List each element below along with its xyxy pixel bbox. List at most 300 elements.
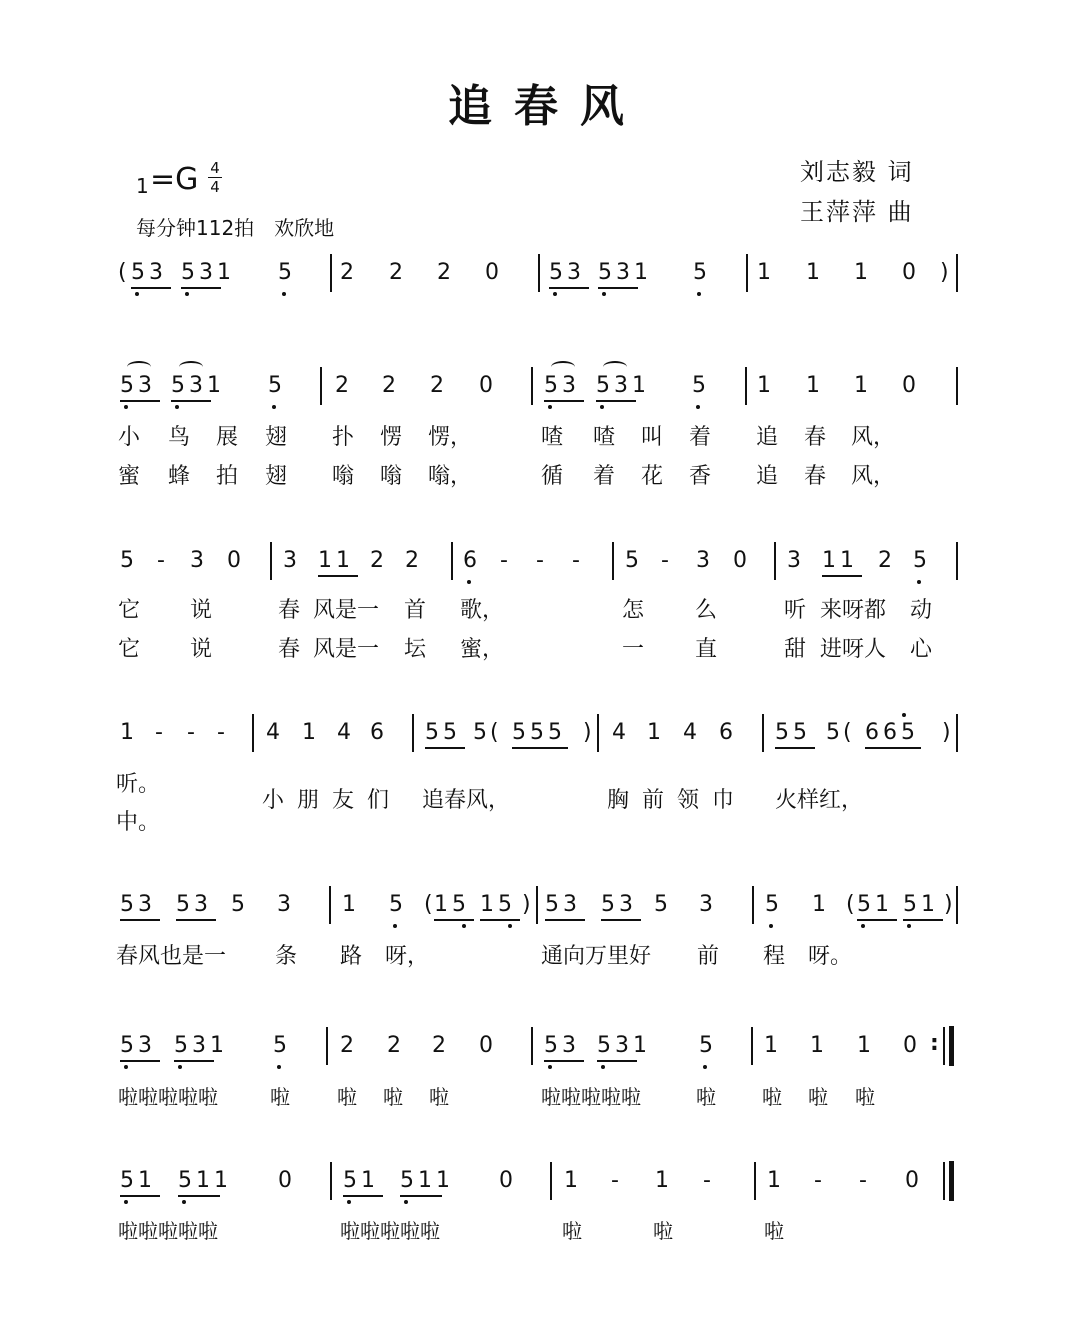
note: (	[118, 260, 127, 285]
low-dot	[175, 405, 179, 409]
lyric: 动	[910, 598, 933, 623]
note: 1	[812, 892, 826, 917]
note: 4	[266, 720, 280, 745]
lyric: 听	[784, 598, 807, 623]
note: -	[500, 548, 508, 573]
note: 1	[120, 720, 134, 745]
lyric: 心	[910, 637, 933, 662]
low-dot	[178, 1065, 182, 1069]
note: )	[940, 260, 949, 285]
note: )	[942, 720, 951, 745]
lyric: 胸 前 领 巾	[607, 788, 734, 813]
note: 51	[120, 1168, 156, 1193]
lyric: 路	[340, 944, 363, 969]
note: )	[944, 892, 953, 917]
note: -	[187, 720, 195, 745]
low-dot	[347, 1200, 351, 1204]
note: 6	[463, 548, 477, 573]
barline	[751, 1027, 753, 1065]
note: 15	[434, 892, 470, 917]
lyric: 通向万里好	[541, 944, 652, 969]
lyric: 啦	[696, 1085, 716, 1109]
lyric: 翅	[265, 464, 288, 489]
lyric: 啦啦啦啦啦	[118, 1219, 218, 1243]
barline	[326, 1027, 328, 1065]
note: 6	[370, 720, 384, 745]
note: 511	[400, 1168, 454, 1193]
low-dot	[467, 580, 471, 584]
lyric: 追春风，	[422, 788, 511, 813]
lyric: 么	[695, 598, 718, 623]
underline	[120, 919, 160, 921]
underline	[178, 1195, 220, 1197]
low-dot	[462, 924, 466, 928]
barline	[956, 714, 958, 752]
note: 11	[822, 548, 858, 573]
low-dot	[135, 292, 139, 296]
note: 5	[278, 260, 292, 285]
note: 531	[174, 1033, 228, 1058]
barline	[956, 254, 958, 292]
lyric: 甜	[784, 637, 807, 662]
note: 2	[335, 373, 349, 398]
note: (	[490, 720, 499, 745]
underline	[425, 747, 465, 749]
note: 5	[826, 720, 840, 745]
lyric: 啦	[337, 1085, 357, 1109]
lyric: 春	[278, 637, 301, 662]
note: 1	[342, 892, 356, 917]
note: 53	[549, 260, 585, 285]
lyric: 啦	[764, 1219, 784, 1243]
low-dot	[553, 292, 557, 296]
barline	[956, 886, 958, 924]
note: 53	[176, 892, 212, 917]
note: 5	[765, 892, 779, 917]
low-dot	[272, 405, 276, 409]
lyric: 翅	[265, 425, 288, 450]
underline	[865, 747, 921, 749]
low-dot	[282, 292, 286, 296]
lyric: 啦	[653, 1219, 673, 1243]
low-dot	[124, 1200, 128, 1204]
lyric: 叫	[641, 425, 664, 450]
note: 0	[902, 373, 916, 398]
note: -	[611, 1168, 619, 1193]
note: 0	[485, 260, 499, 285]
slur	[127, 361, 151, 373]
time-top: 4	[210, 159, 220, 177]
lyric: 追	[756, 425, 779, 450]
note: 5	[693, 260, 707, 285]
barline	[762, 714, 764, 752]
barline	[412, 714, 414, 752]
note: 51	[903, 892, 939, 917]
low-dot	[185, 292, 189, 296]
lyric: 歌，	[460, 598, 505, 623]
note: 53	[120, 1033, 156, 1058]
low-dot	[601, 1065, 605, 1069]
lyric: 它	[118, 637, 141, 662]
lyric: 啦	[383, 1085, 403, 1109]
note: 0	[278, 1168, 292, 1193]
lyric: 嗡	[332, 464, 355, 489]
note: 5	[692, 373, 706, 398]
lyric: 着	[689, 425, 712, 450]
underline	[120, 400, 160, 402]
note: 2	[387, 1033, 401, 1058]
note: 1	[806, 260, 820, 285]
low-dot	[696, 405, 700, 409]
note: -	[661, 548, 669, 573]
underline	[131, 287, 171, 289]
note: 531	[181, 260, 235, 285]
note: 5	[625, 548, 639, 573]
low-dot	[508, 924, 512, 928]
note: 1	[857, 1033, 871, 1058]
low-dot	[548, 1065, 552, 1069]
barline	[252, 714, 254, 752]
note: 2	[382, 373, 396, 398]
lyric: 蜂	[168, 464, 191, 489]
note: 1	[806, 373, 820, 398]
note: 51	[857, 892, 893, 917]
note: 1	[647, 720, 661, 745]
slur	[179, 361, 203, 373]
lyric: 首	[404, 598, 427, 623]
note: 5	[231, 892, 245, 917]
low-dot	[703, 1065, 707, 1069]
lyric: 直	[695, 637, 718, 662]
underline	[181, 287, 221, 289]
barline	[956, 542, 958, 580]
note: 1	[810, 1033, 824, 1058]
note: 2	[430, 373, 444, 398]
barline	[752, 886, 754, 924]
note: 555	[512, 720, 566, 745]
lyric: 啦	[762, 1085, 782, 1109]
note: 665	[865, 720, 919, 745]
lyric: 进呀人	[820, 637, 887, 662]
note: (	[846, 892, 855, 917]
note: 2	[389, 260, 403, 285]
composer-credit: 王萍萍 曲	[800, 198, 914, 226]
note: 1	[564, 1168, 578, 1193]
note: 55	[775, 720, 811, 745]
lyric: 一	[622, 637, 645, 662]
barline	[531, 1027, 533, 1065]
lyric: 风是一	[313, 637, 380, 662]
low-dot	[769, 924, 773, 928]
barline	[612, 542, 614, 580]
note: 4	[337, 720, 351, 745]
note: 5	[654, 892, 668, 917]
note: 5	[273, 1033, 287, 1058]
note: -	[703, 1168, 711, 1193]
lyric: 风，	[851, 464, 896, 489]
note: 2	[878, 548, 892, 573]
note: -	[155, 720, 163, 745]
lyric: 啦	[808, 1085, 828, 1109]
note: 1	[854, 373, 868, 398]
note: -	[859, 1168, 867, 1193]
lyric: 春风也是一	[116, 944, 227, 969]
note: 3	[696, 548, 710, 573]
note: 1	[854, 260, 868, 285]
underline	[120, 1060, 160, 1062]
lyric: 花	[641, 464, 664, 489]
note: 3	[277, 892, 291, 917]
note: )	[522, 892, 531, 917]
lyric: 春	[804, 425, 827, 450]
barline	[320, 367, 322, 405]
low-dot	[393, 924, 397, 928]
lyric: 着	[593, 464, 616, 489]
note: 0	[903, 1033, 917, 1058]
underline	[171, 400, 211, 402]
lyric: 春	[278, 598, 301, 623]
note: -	[157, 548, 165, 573]
note: 2	[370, 548, 384, 573]
slur	[603, 361, 627, 373]
note: 1	[302, 720, 316, 745]
lyric: 鸟	[168, 425, 191, 450]
lyric: 中。	[116, 810, 161, 835]
note: 3	[283, 548, 297, 573]
underline	[120, 1195, 160, 1197]
lyric: 春	[804, 464, 827, 489]
note: 11	[318, 548, 354, 573]
lyric: 说	[190, 637, 213, 662]
lyric: 啦	[855, 1085, 875, 1109]
lyric: 风是一	[313, 598, 380, 623]
lyric: 愣，	[428, 425, 473, 450]
barline	[943, 1027, 945, 1065]
barline	[270, 542, 272, 580]
note: 53	[120, 373, 156, 398]
note: -	[217, 720, 225, 745]
barline	[754, 1162, 756, 1200]
note: 2	[432, 1033, 446, 1058]
note: 531	[596, 373, 650, 398]
key-g: =G	[150, 162, 199, 197]
note: (	[424, 892, 433, 917]
barline	[330, 254, 332, 292]
note: 3	[787, 548, 801, 573]
barline	[531, 367, 533, 405]
lyric: 说	[190, 598, 213, 623]
note: 5	[699, 1033, 713, 1058]
low-dot	[907, 924, 911, 928]
lyric: 展	[216, 425, 239, 450]
low-dot	[548, 405, 552, 409]
lyric: 蜜	[118, 464, 141, 489]
note: 0	[733, 548, 747, 573]
low-dot	[182, 1200, 186, 1204]
lyric: 扑	[332, 425, 355, 450]
note: 1	[767, 1168, 781, 1193]
barline	[330, 1162, 332, 1200]
barline	[943, 1162, 945, 1200]
note: 0	[227, 548, 241, 573]
note: 5	[389, 892, 403, 917]
lyric: 喳	[593, 425, 616, 450]
lyric: 呀，	[385, 944, 430, 969]
underline	[822, 575, 862, 577]
repeat-barline	[949, 1026, 954, 1066]
note: 3	[190, 548, 204, 573]
note: 5	[473, 720, 487, 745]
song-title: 追春风	[448, 81, 646, 132]
note: 0	[479, 373, 493, 398]
underline	[512, 747, 568, 749]
lyric: 小	[118, 425, 141, 450]
barline	[451, 542, 453, 580]
underline	[544, 1060, 584, 1062]
barline	[329, 886, 331, 924]
barline	[774, 542, 776, 580]
low-dot	[124, 405, 128, 409]
note: -	[536, 548, 544, 573]
note: 511	[178, 1168, 232, 1193]
underline	[601, 919, 641, 921]
note: 531	[171, 373, 225, 398]
note: 1	[655, 1168, 669, 1193]
lyric: 前	[697, 944, 720, 969]
note: 0	[905, 1168, 919, 1193]
tempo-marking: 每分钟112拍 欢欣地	[136, 216, 335, 240]
lyric: 循	[541, 464, 564, 489]
note: 3	[699, 892, 713, 917]
note: 6	[719, 720, 733, 745]
lyric: 程	[763, 944, 786, 969]
low-dot	[602, 292, 606, 296]
barline	[956, 367, 958, 405]
note: -	[814, 1168, 822, 1193]
key-one: 1	[136, 174, 149, 198]
underline	[544, 400, 584, 402]
lyric: 香	[689, 464, 712, 489]
note: 53	[120, 892, 156, 917]
lyric: 火样红，	[775, 788, 864, 813]
lyric: 呀。	[808, 944, 853, 969]
lyric: 小 朋 友 们	[262, 788, 389, 813]
lyric: 条	[275, 944, 298, 969]
underline	[434, 919, 474, 921]
note: 53	[544, 373, 580, 398]
low-dot	[917, 580, 921, 584]
underline	[343, 1195, 383, 1197]
note: 0	[902, 260, 916, 285]
note: 1	[764, 1033, 778, 1058]
note: )	[583, 720, 592, 745]
note: 51	[343, 1168, 379, 1193]
lyric: 嗡	[380, 464, 403, 489]
low-dot	[600, 405, 604, 409]
underline	[480, 919, 520, 921]
note: 4	[683, 720, 697, 745]
lyric: 来呀都	[820, 598, 887, 623]
underline	[903, 919, 943, 921]
lyric: 听。	[116, 772, 161, 797]
lyric: 喳	[541, 425, 564, 450]
time-bottom: 4	[210, 178, 220, 196]
lyric: 啦啦啦啦啦	[340, 1219, 440, 1243]
note: -	[572, 548, 580, 573]
note: 1	[757, 373, 771, 398]
final-barline	[949, 1161, 954, 1201]
lyric: 嗡，	[428, 464, 473, 489]
lyricist-credit: 刘志毅 词	[800, 158, 914, 186]
low-dot	[404, 1200, 408, 1204]
barline	[597, 714, 599, 752]
underline	[596, 400, 636, 402]
note: 2	[437, 260, 451, 285]
underline	[598, 287, 638, 289]
note: 53	[601, 892, 637, 917]
lyric: 啦啦啦啦啦	[118, 1085, 218, 1109]
barline	[550, 1162, 552, 1200]
barline	[745, 367, 747, 405]
underline	[318, 575, 358, 577]
lyric: 愣	[380, 425, 403, 450]
note: 2	[405, 548, 419, 573]
lyric: 坛	[404, 637, 427, 662]
lyric: 怎	[622, 598, 645, 623]
note: 53	[544, 1033, 580, 1058]
note: 2	[340, 260, 354, 285]
low-dot	[277, 1065, 281, 1069]
note: 2	[340, 1033, 354, 1058]
note: 53	[545, 892, 581, 917]
underline	[400, 1195, 442, 1197]
barline	[538, 254, 540, 292]
high-dot	[902, 713, 906, 717]
lyric: 啦	[562, 1219, 582, 1243]
low-dot	[861, 924, 865, 928]
lyric: 追	[756, 464, 779, 489]
note: 53	[131, 260, 167, 285]
note: (	[843, 720, 852, 745]
note: 5	[268, 373, 282, 398]
note: 4	[612, 720, 626, 745]
note: 0	[479, 1033, 493, 1058]
note: 5	[120, 548, 134, 573]
lyric: 风，	[851, 425, 896, 450]
underline	[857, 919, 897, 921]
underline	[176, 919, 216, 921]
underline	[549, 287, 589, 289]
lyric: 蜜，	[460, 637, 505, 662]
note: 531	[598, 260, 652, 285]
barline	[536, 886, 538, 924]
underline	[545, 919, 585, 921]
lyric: 它	[118, 598, 141, 623]
note: 0	[499, 1168, 513, 1193]
low-dot	[697, 292, 701, 296]
lyric: 啦	[270, 1085, 290, 1109]
lyric: 啦啦啦啦啦	[541, 1085, 641, 1109]
underline	[597, 1060, 637, 1062]
note: 15	[480, 892, 516, 917]
lyric: 啦	[429, 1085, 449, 1109]
underline	[775, 747, 815, 749]
low-dot	[124, 1065, 128, 1069]
underline	[174, 1060, 214, 1062]
slur	[551, 361, 575, 373]
lyric: 拍	[216, 464, 239, 489]
note: 1	[757, 260, 771, 285]
